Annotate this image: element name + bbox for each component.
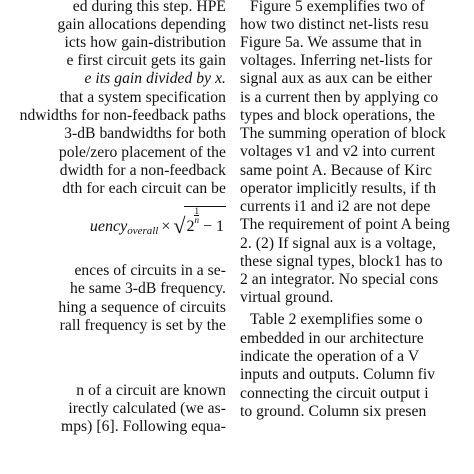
text-line: n of a circuit are known [76, 382, 226, 399]
text-line: connecting the circuit output i [240, 385, 429, 402]
text-line: that a system specification [59, 89, 226, 106]
text-line: inputs and outputs. Column fiv [240, 366, 436, 383]
text-line: Figure 5a. We assume that in [240, 34, 422, 51]
text-line: indicate the operation of a V [240, 348, 420, 365]
text-line: voltages. Inferring net-lists for [240, 52, 433, 69]
left-text-column [0, 0, 228, 474]
formula-minus-one: − 1 [202, 218, 224, 235]
text-line: gain allocations depending [57, 16, 226, 33]
text-line: operator implicitly results, if th [240, 180, 437, 197]
text-line: ndwidths for non-feedback paths [19, 107, 226, 124]
text-line: The requirement of point A being [240, 216, 450, 233]
text-line: e first circuit gets its gain [66, 52, 226, 69]
text-line: mps) [6]. Following equa- [61, 418, 226, 435]
text-line: signal aux as aux can be either [240, 70, 433, 87]
text-line: embedded in our architecture [240, 330, 424, 347]
text-line: ences of circuits in a se- [74, 262, 226, 279]
text-line: is a current then by applying co [240, 89, 439, 106]
text-line: these signal types, block1 has to [240, 253, 443, 270]
text-line: ed during this step. HPE [72, 0, 226, 15]
text-line: to ground. Column six presen [240, 403, 427, 420]
text-line: virtual ground. [240, 289, 334, 306]
text-line: he same 3-dB frequency. [69, 280, 226, 297]
text-line: voltages v1 and v2 into current [240, 143, 436, 160]
radical-sign: √ [173, 213, 186, 238]
text-line: dth for each circuit can be [62, 180, 226, 197]
formula-sqrt [173, 206, 226, 239]
formula-frequency: uency [89, 218, 128, 235]
text-line: dwidth for a non-feedback [59, 162, 226, 179]
text-line: The summing operation of block [240, 125, 446, 142]
text-line: currents i1 and i2 are not depe [240, 198, 431, 215]
text-line: types and block operations, the [240, 107, 436, 124]
right-text-column [234, 0, 474, 474]
formula-exponent [194, 207, 199, 224]
formula-subscript: overall [127, 225, 159, 237]
exponent-numerator: 1 [194, 206, 199, 216]
bandwidth-formula [90, 206, 226, 240]
text-line: icts how gain-distribution [64, 34, 226, 51]
text-line: irectly calculated (we as- [68, 400, 226, 417]
text-line: hing a sequence of circuits [58, 299, 226, 316]
text-line: Figure 5 exemplifies two of [250, 0, 425, 15]
text-line: Table 2 exemplifies some o [250, 311, 423, 328]
exponent-denominator: n [194, 215, 199, 225]
formula-base: 2 [186, 218, 195, 235]
text-line: 2. (2) If signal aux is a voltage, [240, 235, 437, 252]
text-line: rall frequency is set by the [59, 317, 226, 334]
formula-radicand [184, 206, 226, 239]
text-line: pole/zero placement of the [58, 144, 226, 161]
text-line: 3-dB bandwidths for both [64, 125, 226, 142]
text-line: 2 an integrator. No special cons [240, 271, 439, 288]
text-line: how two distinct net-lists resu [240, 16, 429, 33]
formula-times: × [161, 218, 171, 235]
text-line: e its gain divided by x. [84, 70, 226, 87]
text-line: same point A. Because of Kirc [240, 162, 432, 179]
